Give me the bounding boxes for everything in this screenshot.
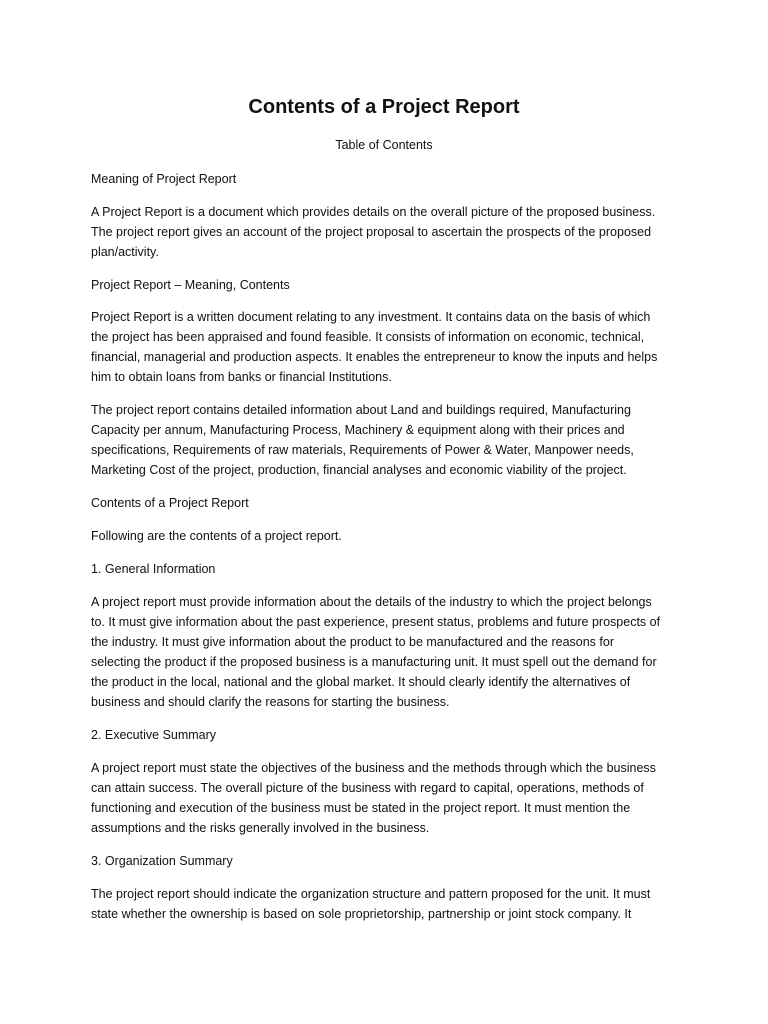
- paragraph-line: A project report must state the objectives of the business and the methods through which the business: [91, 761, 656, 775]
- paragraph-line: functioning and execution of the business must be stated in the project report. It must mention the: [91, 801, 631, 815]
- paragraph-line: state whether the ownership is based on sole proprietorship, partnership or joint stock company. It: [91, 907, 632, 921]
- paragraph-line: financial, managerial and production aspects. It enables the entrepreneur to know the inputs and helps: [91, 350, 658, 364]
- toc-heading: Table of Contents: [335, 138, 433, 152]
- paragraph-line: business and should clarify the reasons for starting the business.: [91, 695, 450, 709]
- paragraph-line: specifications, Requirements of raw materials, Requirements of Power & Water, Manpower needs,: [91, 443, 634, 457]
- paragraph-line: assumptions and the risks generally involved in the business.: [91, 821, 430, 835]
- section-heading-meaning: Meaning of Project Report: [91, 172, 237, 186]
- paragraph-line: A project report must provide information about the details of the industry to which the project belongs: [91, 595, 652, 609]
- paragraph-line: The project report should indicate the organization structure and pattern proposed for the unit. It must: [91, 887, 651, 901]
- paragraph-line: plan/activity.: [91, 245, 159, 259]
- paragraph-line: Project Report is a written document relating to any investment. It contains data on the basis of which: [91, 310, 651, 324]
- section-heading-organization-summary: 3. Organization Summary: [91, 854, 233, 868]
- paragraph-line: The project report contains detailed information about Land and buildings required, Manufacturing: [91, 403, 631, 417]
- paragraph-line: The project report gives an account of the project proposal to ascertain the prospects of the proposed: [91, 225, 652, 239]
- paragraph-line: selecting the product if the proposed business is a manufacturing unit. It must spell out the demand for: [91, 655, 657, 669]
- paragraph-line: to. It must give information about the past experience, present status, problems and future prospects of: [91, 615, 661, 629]
- paragraph-line: Capacity per annum, Manufacturing Process, Machinery & equipment along with their prices and: [91, 423, 625, 437]
- paragraph-line: him to obtain loans from banks or financial Institutions.: [91, 370, 392, 384]
- paragraph-line: the product in the local, national and the global market. It should clearly identify the alternatives of: [91, 675, 631, 689]
- paragraph-line: can attain success. The overall picture of the business with regard to capital, operations, methods of: [91, 781, 644, 795]
- section-heading-general-information: 1. General Information: [91, 562, 216, 576]
- paragraph-line: the project has been appraised and found feasible. It consists of information on economic, technical,: [91, 330, 645, 344]
- paragraph-line: A Project Report is a document which provides details on the overall picture of the proposed business.: [91, 205, 656, 219]
- paragraph-line: the industry. It must give information about the product to be manufactured and the reasons for: [91, 635, 614, 649]
- section-heading-executive-summary: 2. Executive Summary: [91, 728, 217, 742]
- document-title: Contents of a Project Report: [248, 96, 520, 118]
- paragraph-line: Marketing Cost of the project, production, financial analyses and economic viability of the project.: [91, 463, 627, 477]
- section-heading-meaning-contents: Project Report – Meaning, Contents: [91, 278, 290, 292]
- paragraph-line: Following are the contents of a project report.: [91, 529, 342, 543]
- section-heading-contents: Contents of a Project Report: [91, 496, 249, 510]
